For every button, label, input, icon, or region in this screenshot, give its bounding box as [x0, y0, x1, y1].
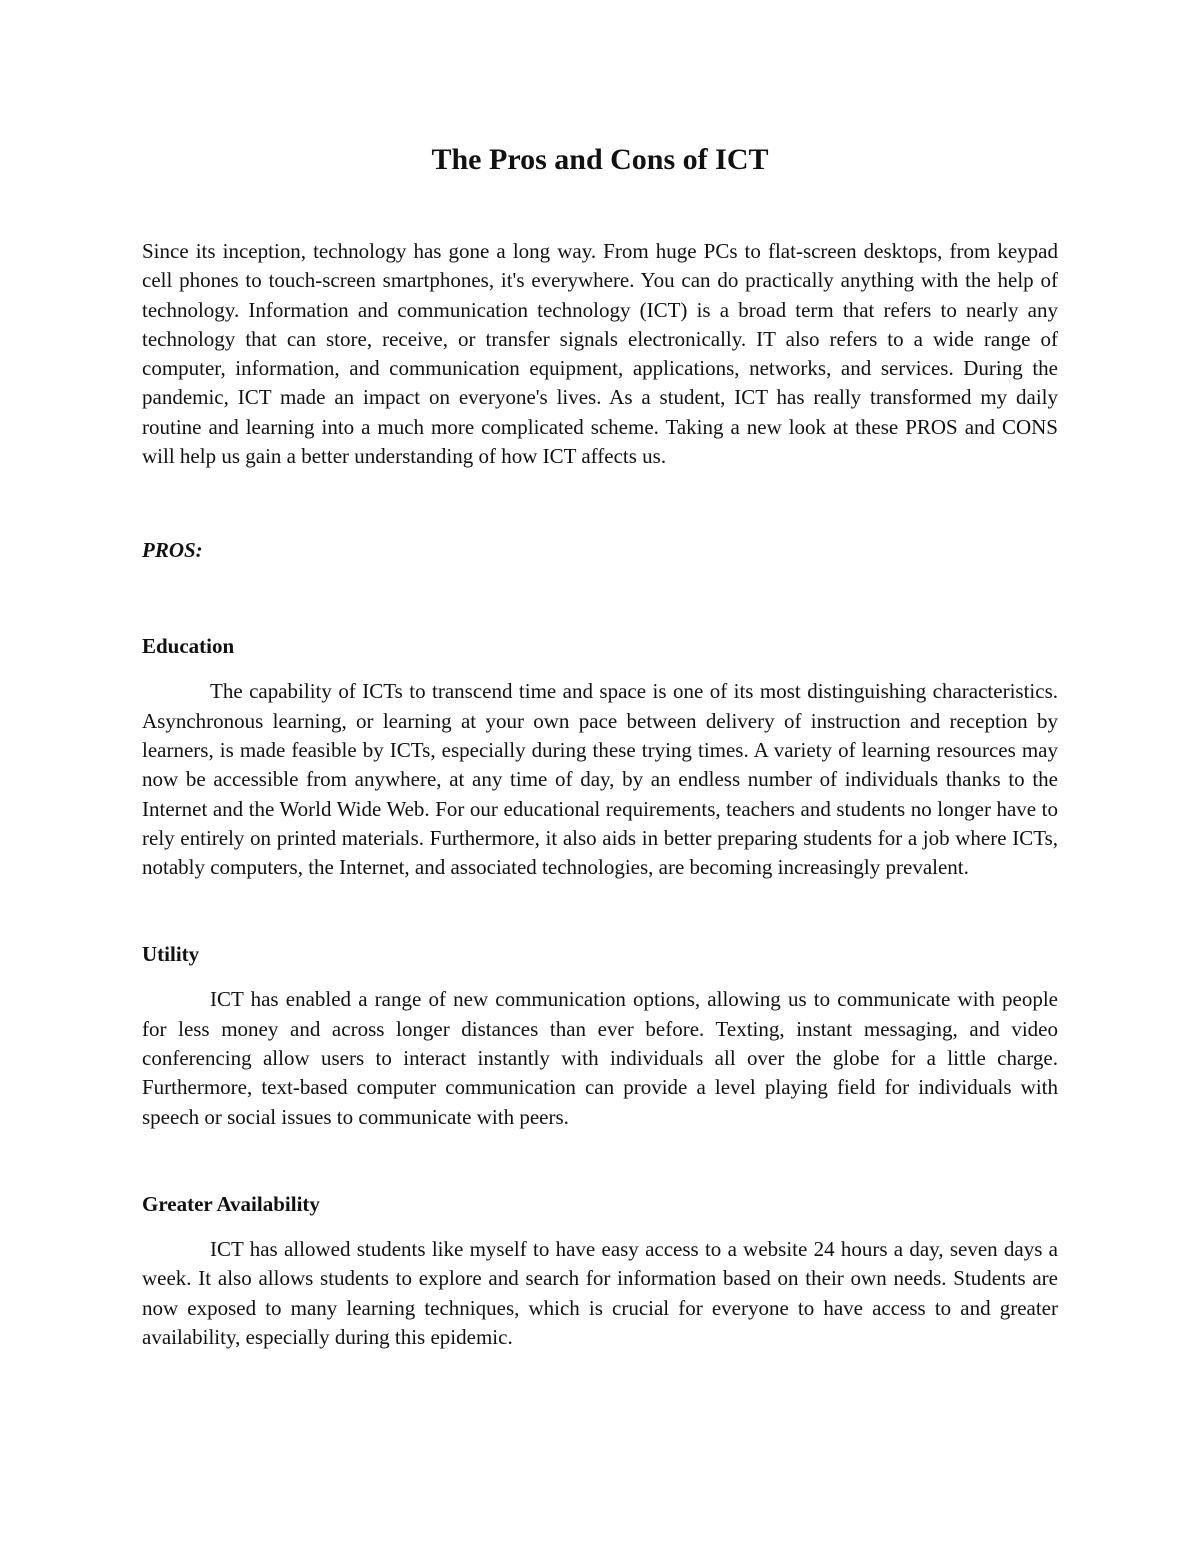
section-body-education: The capability of ICTs to transcend time and space is one of its most distinguishing characteristics. Asynchronous learning, or learning at your own pace between delivery of instruction and reception by learners, is made feasible by ICTs, especially during these trying times. A variety of learning resources may now be accessible from anywhere, at any time of day, by an endless number of individuals thanks to the Internet and the World Wide Web. For our educational requirements, teachers and students no longer have to rely entirely on printed materials. Furthermore, it also aids in better preparing students for a job where ICTs, notably computers, the Internet, and associated technologies, are becoming increasingly prevalent. — [142, 679, 1058, 880]
section-heading-education: Education — [142, 634, 235, 659]
section-body-greater-availability: ICT has allowed students like myself to have easy access to a website 24 hours a day, seven days a week. It also allows students to explore and search for information based on their own needs. Students are now exposed to many learning techniques, which is crucial for everyone to have access to and greater availability, especially during this epidemic. — [142, 1236, 1058, 1349]
section-heading-utility: Utility — [142, 942, 200, 967]
section-utility — [142, 939, 1058, 1131]
pros-label: PROS: — [142, 538, 203, 563]
document-title: The Pros and Cons of ICT — [431, 143, 769, 176]
intro-paragraph: Since its inception, technology has gone a long way. From huge PCs to flat-screen desktops, from keypad cell phones to touch-screen smartphones, it's everywhere. You can do practically anything with the help of technology. Information and communication technology (ICT) is a broad term that refers to nearly any technology that can store, receive, or transfer signals electronically. IT also refers to a wide range of computer, information, and communication equipment, applications, networks, and services. During the pandemic, ICT made an impact on everyone's lives. As a student, ICT has really transformed my daily routine and learning into a much more complicated scheme. Taking a new look at these PROS and CONS will help us gain a better understanding of how ICT affects us. — [142, 239, 1058, 469]
section-education — [142, 631, 1058, 882]
section-heading-greater-availability: Greater Availability — [142, 1191, 320, 1216]
section-greater-availability — [142, 1189, 1058, 1352]
section-body-utility: ICT has enabled a range of new communication options, allowing us to communicate with people for less money and across longer distances than ever before. Texting, instant messaging, and video conferencing allow users to interact instantly with individuals all over the globe for a little charge. Furthermore, text-based computer communication can provide a level playing field for individuals with speech or social issues to communicate with peers. — [142, 987, 1058, 1129]
